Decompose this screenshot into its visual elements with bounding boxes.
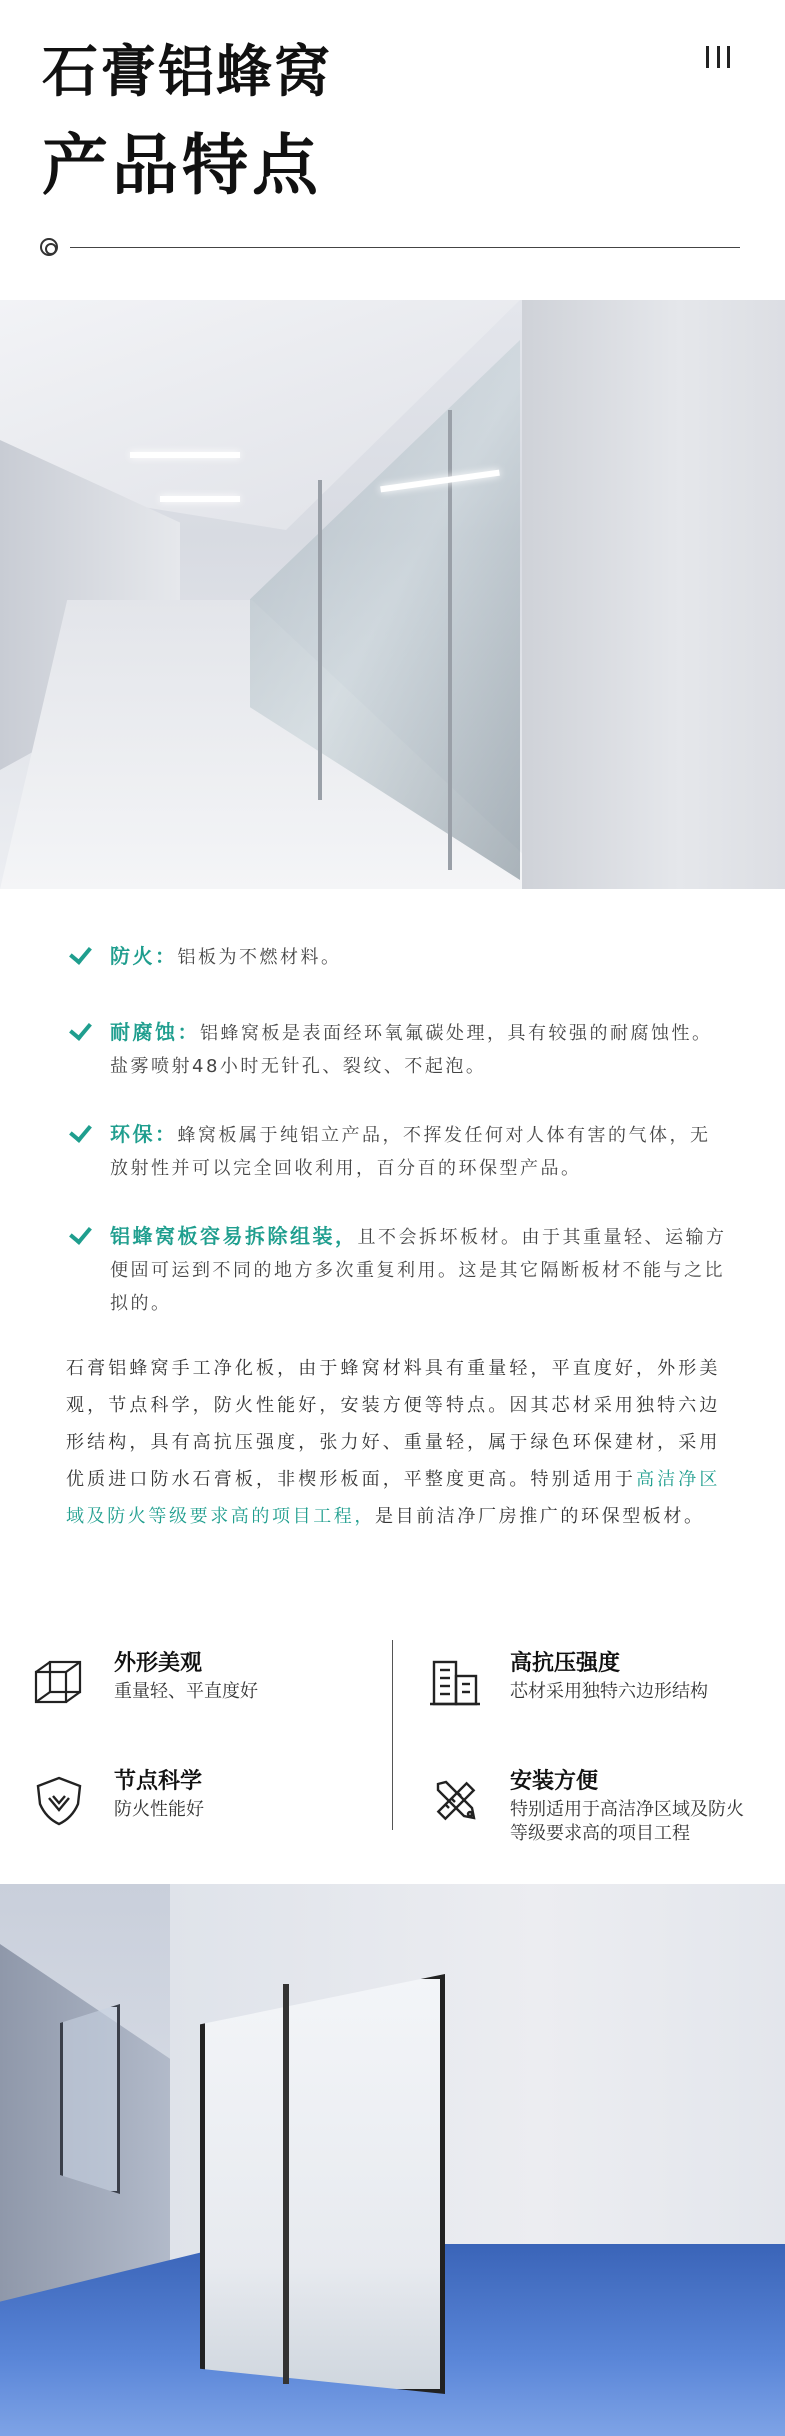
ceiling-light [160,496,240,502]
divider-line [70,247,740,248]
checkmark-icon [70,1120,96,1142]
shield-icon [32,1774,86,1828]
photo-observation-window [200,1974,445,2394]
cube-icon [32,1656,86,1710]
check-text: 且不会拆坏板材。由于其重量轻、运输方便固可运到不同的地方多次重复利用。这是其它隔断板材不能与之比拟的。 [110,1227,727,1314]
page-title-line2: 产品特点 [42,127,322,204]
description-part1: 石膏铝蜂窝手工净化板，由于蜂窝材料具有重量轻，平直度好，外形美观，节点科学，防火性能好，安装方便等特点。因其芯材采用独特六边形结构，具有高抗压强度，张力好、重量轻，属于绿色环保建材，采用优质进口防水石膏板，非楔形板面，平整度更高。特别适用于 [66,1358,720,1490]
window-mullion [283,1984,289,2384]
feature-item [32,1764,362,1854]
cleanroom-window-photo [0,1884,785,2436]
glass-frame [318,480,322,800]
check-text: 铝蜂窝板是表面经环氧氟碳处理，具有较强的耐腐蚀性。盐雾喷射48小时无针孔、裂纹、不起泡。 [110,1023,713,1077]
check-text: 铝板为不燃材料。 [177,947,342,968]
check-label: 铝蜂窝板容易拆除组装， [110,1224,358,1248]
tools-icon [428,1774,482,1828]
description-highlight: 高洁净区域及防火等级要求高的项目工程， [66,1469,721,1527]
page-title-line1: 石膏铝蜂窝 [42,40,332,105]
photo-right-wall [522,300,785,889]
feature-title: 安装方便 [510,1769,599,1794]
feature-title: 高抗压强度 [510,1651,621,1676]
check-label: 耐腐蚀： [110,1020,200,1044]
checkmark-icon [70,1018,96,1040]
checkmark-icon [70,942,96,964]
feature-desc: 特别适用于高洁净区域及防火等级要求高的项目工程 [510,1799,744,1844]
product-description [66,1350,720,1535]
photo-small-window [60,2004,120,2194]
check-text: 蜂窝板属于纯铝立产品，不挥发任何对人体有害的气体，无放射性并可以完全回收利用，百分百的环保型产品。 [110,1125,711,1179]
menu-icon[interactable] [706,46,730,70]
feature-item [32,1646,362,1736]
description-part2: 是目前洁净厂房推广的环保型板材。 [375,1506,705,1527]
feature-item [428,1764,758,1854]
feature-title: 节点科学 [114,1769,203,1794]
building-icon [428,1656,482,1710]
ceiling-light [130,452,240,458]
cleanroom-corridor-photo [0,300,785,889]
features-divider [392,1640,393,1830]
header-divider [40,238,740,258]
feature-desc: 防火性能好 [114,1799,204,1820]
target-icon [40,238,58,256]
features-grid [0,1630,785,1844]
feature-desc: 重量轻、平直度好 [114,1681,258,1702]
feature-title: 外形美观 [114,1651,203,1676]
check-label: 环保： [110,1122,178,1146]
check-label: 防火： [110,944,178,968]
feature-desc: 芯材采用独特六边形结构 [510,1681,708,1702]
page-header [0,0,785,300]
checkmark-icon [70,1222,96,1244]
feature-item [428,1646,758,1736]
